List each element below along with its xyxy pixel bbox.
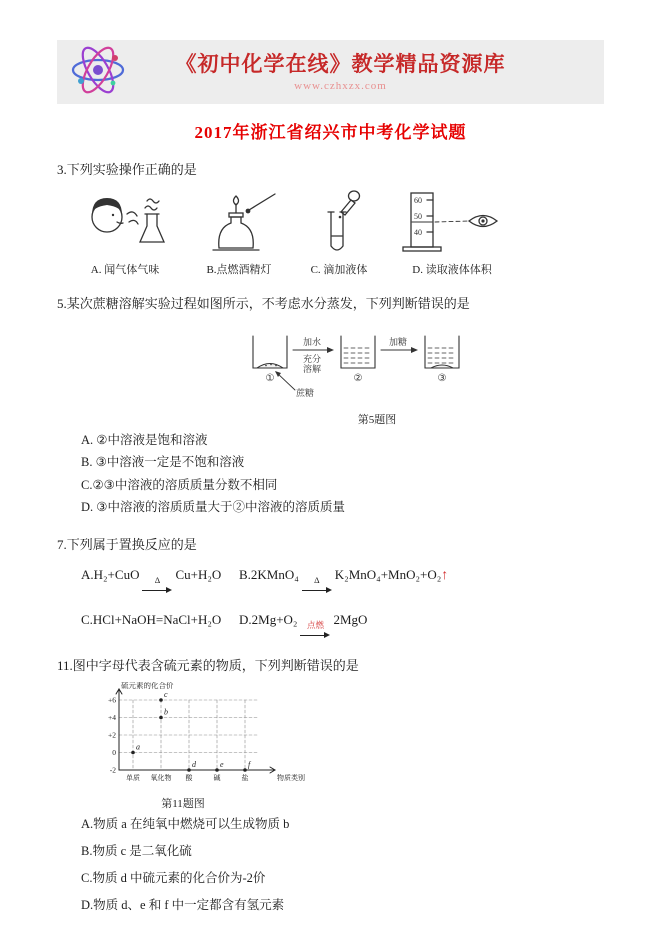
svg-text:碱: 碱 [213,774,221,782]
site-title: 《初中化学在线》教学精品资源库 [175,52,506,77]
arrow-add-water [293,347,334,353]
q5-option-a: A. ②中溶液是饱和溶液 [81,433,208,447]
q11-figure-caption: 第11题图 [161,798,205,810]
reaction-condition: Δ [314,575,320,585]
dropper-icon [339,191,360,218]
q7-stem: 7.下列属于置换反应的是 [57,537,197,552]
reaction-arrow [142,576,172,594]
q7-option-d [239,612,604,639]
scale-60: 60 [414,196,422,205]
q3-figure-d-label: D. 读取液体体积 [412,264,492,276]
equation-rhs: 2MgO [333,612,368,627]
equation-lhs: 2Mg+O₂ [251,612,298,627]
scale-40: 40 [414,228,422,237]
label-add-water: 加水 [302,337,322,347]
q3-stem: 3.下列实验操作正确的是 [57,162,197,177]
equation-rhs: K₂MnO₄+MnO₂+O₂ [334,567,442,582]
option-label: D. [239,612,252,627]
q11-stem: 11.图中字母代表含硫元素的物质，下列判断错误的是 [57,658,359,673]
smell-gas-figure [79,188,171,258]
site-logo [69,41,127,104]
right-arrow-icon [302,586,332,594]
header-text [127,52,594,91]
svg-text:酸: 酸 [185,774,193,782]
svg-text:盐: 盐 [241,774,249,782]
q11-option-c: C.物质 d 中硫元素的化合价为-2价 [81,870,266,885]
q3-figure-c [307,188,371,277]
vapor-line [145,206,157,210]
equation-rhs: Cu+H₂O [175,567,222,582]
q11-option-b: B.物质 c 是二氧化硫 [81,843,192,858]
q3-figures [79,188,604,277]
q3-figure-a-label: A. 闻气体气味 [90,264,160,276]
label-sugar: 蔗糖 [295,388,315,398]
equation: HCl+NaOH=NaCl+H₂O [92,612,222,627]
svg-text:物质类别: 物质类别 [277,774,305,782]
q5-stem: 5.某次蔗糖溶解实验过程如图所示，不考虑水分蒸发，下列判断错误的是 [57,296,470,311]
q7-option-a [81,567,239,594]
q5-option-d: D. ③中溶液的溶质质量大于②中溶液的溶质质量 [81,499,345,514]
match-icon [246,194,275,213]
svg-text:单质: 单质 [126,774,140,782]
flask-icon [140,214,164,242]
hair [92,198,122,215]
q7-option-c [81,612,239,639]
content [0,159,661,919]
svg-text:氧化物: 氧化物 [150,774,172,782]
q11-option-d: D.物质 d、e 和 f 中一定都含有氢元素 [81,897,285,912]
reaction-arrow [300,621,330,639]
reaction-arrow [302,576,332,594]
svg-text:c: c [164,690,168,699]
eye-icon [469,216,497,227]
option-label: A. [81,567,94,582]
q3-figure-d [393,188,511,277]
svg-text:+6: +6 [108,695,116,705]
q7-option-b [239,567,604,594]
reaction-condition: Δ [154,575,161,585]
label-beaker-2: ② [353,373,363,384]
arrow-add-sugar [381,347,418,353]
gas-up-arrow-icon: ↑ [441,568,449,583]
scale-50: 50 [414,212,422,221]
svg-text:e: e [220,760,224,769]
sulfur-valence-chart [83,682,315,788]
q5-figure [247,320,507,427]
q5-figure-caption: 第5题图 [357,414,397,426]
vapor-line [147,199,159,203]
q5-option-b: B. ③中溶液一定是不饱和溶液 [81,455,245,470]
svg-text:硫元素的化合价: 硫元素的化合价 [121,682,174,690]
reaction-condition-ignite: 点燃 [306,620,324,630]
q3-figure-b-label: B.点燃酒精灯 [206,264,272,276]
site-url-link[interactable]: www.czhxzx.com [294,79,387,92]
label-dissolve-2: 溶解 [302,364,322,374]
eye [112,214,114,216]
alcohol-lamp-figure [193,188,285,258]
svg-text:a: a [136,742,140,752]
label-dissolve-1: 充分 [302,354,322,364]
svg-text:f: f [248,760,251,769]
svg-text:+2: +2 [108,730,116,740]
sugar-dissolve-figure [247,320,497,404]
option-label: B. [239,567,251,582]
q3-figure-c-label: C. 滴加液体 [310,264,368,276]
option-label: C. [81,612,93,627]
q5-option-c: C.②③中溶液的溶质质量分数不相同 [81,477,278,492]
svg-text:-2: -2 [109,765,116,775]
right-arrow-icon [142,586,172,594]
q3-figure-b [193,188,285,277]
svg-text:b: b [164,707,168,717]
label-beaker-1: ① [265,373,275,384]
test-tube-icon [328,212,346,250]
q11-figure [83,682,315,811]
atom-logo-icon [69,41,127,99]
beaker-2 [341,336,375,368]
header [57,40,604,104]
q7-options [81,567,604,639]
beaker-1 [253,336,287,368]
doc-title: 2017年浙江省绍兴市中考化学试题 [194,123,467,142]
q11-option-a: A.物质 a 在纯氧中燃烧可以生成物质 b [81,817,290,831]
add-liquid-figure [307,188,371,258]
sight-line [435,221,469,222]
svg-text:d: d [192,760,196,769]
read-volume-figure [393,188,511,258]
q3-figure-a [79,188,171,277]
label-add-sugar: 加糖 [388,337,408,347]
beaker-3 [425,336,459,368]
svg-text:0: 0 [112,748,116,757]
equation-lhs: 2KMnO₄ [250,567,299,582]
right-arrow-icon [300,631,330,639]
equation-lhs: H₂+CuO [93,567,140,582]
label-beaker-3: ③ [437,373,447,384]
svg-text:+4: +4 [108,713,116,722]
alcohol-lamp-icon [213,204,259,250]
hand-wafting [127,212,137,216]
